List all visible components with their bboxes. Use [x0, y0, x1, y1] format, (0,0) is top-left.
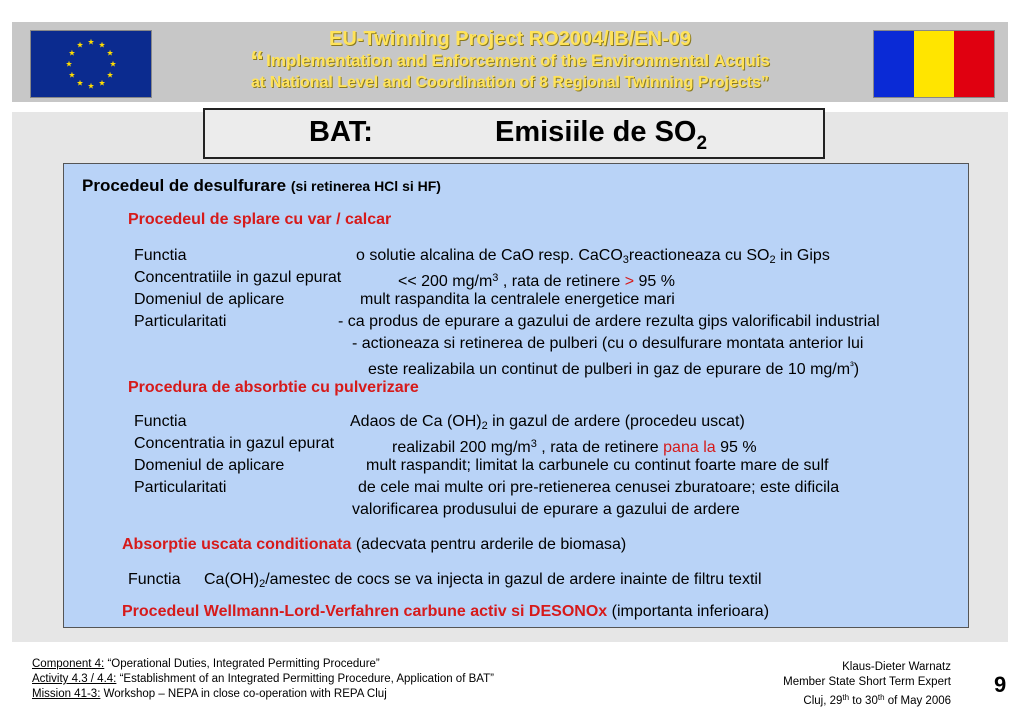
- slide-title: [203, 108, 825, 159]
- section-heading: [82, 176, 441, 196]
- s2-partic-label: Particularitati: [134, 479, 227, 496]
- romania-flag-blue-stripe: [874, 31, 914, 97]
- project-title-line2: at National Level and Coordination of 8 Regional Twinning Projects”: [251, 74, 769, 91]
- s2-functia-label: Functia: [134, 413, 187, 430]
- s1-partic-line1: - ca produs de epurare a gazului de ardere rezulta gips valorificabil industrial: [338, 313, 880, 330]
- expert-role: Member State Short Term Expert: [783, 676, 951, 688]
- s2-conc-value: realizabil 200 $mg/m^3$ , rata de retinere pana la 95 %: [392, 438, 757, 456]
- s1-partic-label: Particularitati: [134, 313, 227, 330]
- section4-title: Procedeul Wellmann-Lord-Verfahren carbune activ si DESONOx (importanta inferioara): [122, 603, 770, 620]
- footer-right: [740, 660, 951, 709]
- content-box: [63, 163, 969, 628]
- heading-text: Procedeul de desulfurare: [82, 176, 287, 195]
- footer-mission: Mission 41-3: Workshop – NEPA in close co-operation with REPA Cluj: [32, 688, 387, 700]
- s3-functia-value: $Ca(OH)_2$/amestec de cocs se va injecta in gazul de ardere inainte de filtru textil: [204, 571, 762, 590]
- s1-functia-value: o solutie alcalina de CaO resp. CaCO$_3$reactioneaza cu $SO_2$ in Gips: [356, 247, 830, 266]
- footer-activity: Activity 4.3 / 4.4: “Establishment of an Integrated Permitting Procedure, Application of BAT”: [32, 673, 494, 685]
- title-emissions-text: Emisiile de SO: [495, 116, 697, 148]
- project-code: EU-Twinning Project RO2004/IB/EN-09: [329, 28, 691, 50]
- romania-flag-icon: [873, 30, 995, 98]
- section3-title: Absorptie uscata conditionata (adecvata pentru arderile de biomasa): [122, 536, 627, 553]
- section2-title: Procedura de absorbtie cu pulverizare: [128, 379, 419, 396]
- s1-domeniu-label: Domeniul de aplicare: [134, 291, 285, 308]
- s2-domeniu-label: Domeniul de aplicare: [134, 457, 285, 474]
- romania-flag-red-stripe: [954, 31, 994, 97]
- s1-conc-value: << 200 $mg/m^3$ , rata de retinere > 95 %: [398, 272, 675, 290]
- open-quote: “: [250, 45, 265, 76]
- title-emissions: [495, 116, 707, 155]
- eu-flag-icon: [30, 30, 152, 98]
- project-title-text: Implementation and Enforcement of the Environmental Acquis: [266, 51, 770, 70]
- footer-component: Component 4: “Operational Duties, Integrated Permitting Procedure”: [32, 658, 380, 670]
- section1-title: Procedeul de splare cu var / calcar: [128, 211, 392, 228]
- footer-left: [32, 657, 494, 702]
- s3-functia-label: Functia: [128, 571, 181, 588]
- heading-note: (si retinerea HCl si HF): [290, 178, 441, 194]
- page-number: 9: [994, 672, 1007, 697]
- project-title-line1: [160, 45, 860, 76]
- title-subscript: 2: [696, 133, 708, 154]
- s1-domeniu-value: mult raspandita la centralele energetice mari: [360, 291, 675, 308]
- s2-conc-label: Concentratia in gazul epurat: [134, 435, 335, 452]
- romania-flag-yellow-stripe: [914, 31, 954, 97]
- s1-conc-label: Concentratiile in gazul epurat: [134, 269, 342, 286]
- event-date: Cluj, 29th to 30th of May 2006: [803, 693, 951, 707]
- s2-domeniu-value: mult raspandit; limitat la carbunele cu continut foarte mare de sulf: [366, 457, 829, 474]
- expert-name: Klaus-Dieter Warnatz: [842, 661, 951, 673]
- s1-partic-line2: - actioneaza si retinerea de pulberi (cu o desulfurare montata anterior lui: [352, 335, 864, 352]
- project-header: [160, 28, 860, 94]
- s2-partic-line1: de cele mai multe ori pre-retienerea cenusei zburatoare; este dificila: [358, 479, 840, 496]
- s1-functia-label: Functia: [134, 247, 187, 264]
- s2-partic-line2: valorificarea produsului de epurare a gazului de ardere: [352, 501, 740, 518]
- title-bat: BAT:: [309, 116, 373, 148]
- s1-partic-line3: este realizabila un continut de pulberi in gaz de epurare de 10 $mg/m^{^3}$): [368, 360, 860, 378]
- s2-functia-value: Adaos de Ca $(OH)_2$ in gazul de ardere (procedeu uscat): [350, 413, 745, 432]
